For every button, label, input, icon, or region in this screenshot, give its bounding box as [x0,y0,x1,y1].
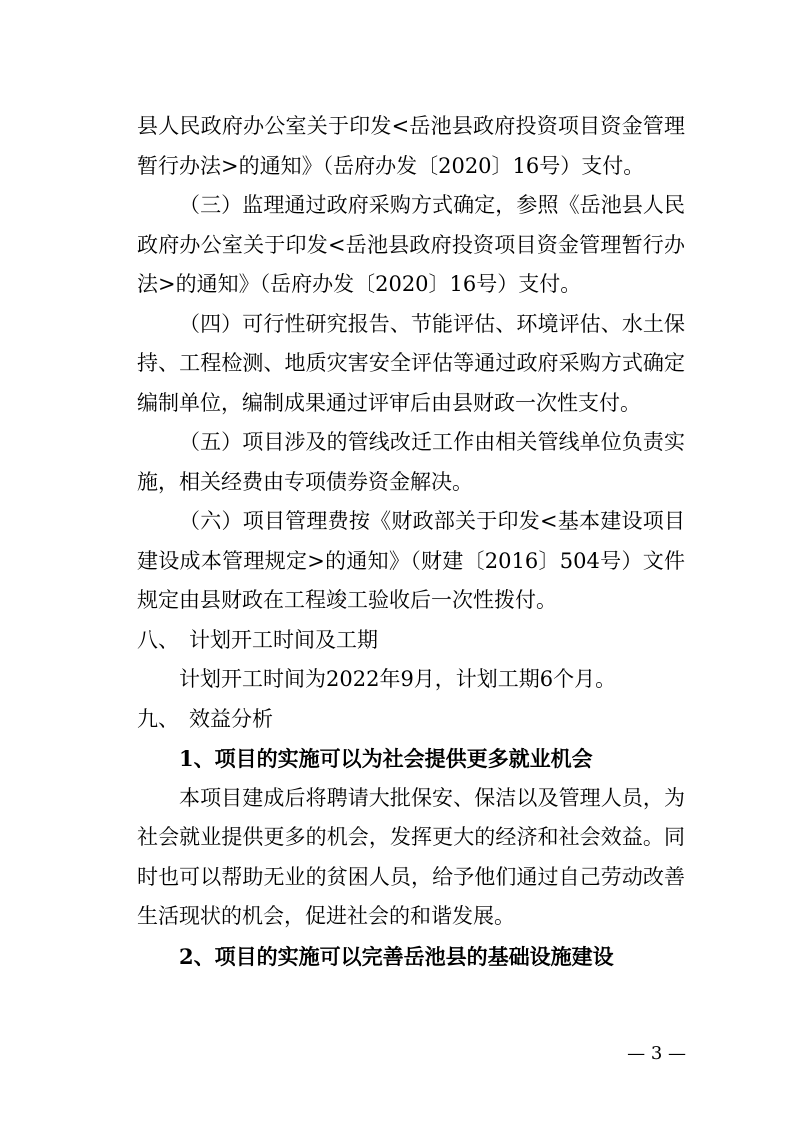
paragraph-schedule: 计划开工时间为2022年9月，计划工期6个月。 [179,667,617,691]
section-title: 计划开工时间及工期 [189,627,378,652]
subheading-infrastructure: 2、项目的实施可以完善岳池县的基础设施建设 [179,943,614,969]
section-heading-schedule [137,621,685,661]
paragraph-pipeline: （五）项目涉及的管线改迁工作由相关管线单位负责实施，相关经费由专项债券资金解决。 [137,430,685,494]
paragraph-payment-continued: 县人民政府办公室关于印发<岳池县政府投资项目资金管理暂行办法>的通知》（岳府办发〔2020〕16号）支付。 [137,114,685,178]
section-number: 九、 [137,706,179,731]
section-title: 效益分析 [189,706,273,731]
paragraph-supervision: （三）监理通过政府采购方式确定，参照《岳池县人民政府办公室关于印发<岳池县政府投资项目资金管理暂行办法>的通知》（岳府办发〔2020〕16号）支付。 [137,193,685,296]
paragraph-management-fee: （六）项目管理费按《财政部关于印发<基本建设项目建设成本管理规定>的通知》（财建〔2016〕504号）文件规定由县财政在工程竣工验收后一次性拨付。 [137,509,685,612]
subheading-employment: 1、项目的实施可以为社会提供更多就业机会 [179,746,593,771]
paragraph-employment: 本项目建成后将聘请大批保安、保洁以及管理人员，为社会就业提供更多的机会，发挥更大的经济和社会效益。同时也可以帮助无业的贫困人员，给予他们通过自己劳动改善生活现状的机会，促进社会的和谐发展。 [137,785,685,928]
paragraph-feasibility: （四）可行性研究报告、节能评估、环境评估、水土保持、工程检测、地质灾害安全评估等通过政府采购方式确定编制单位，编制成果通过评审后由县财政一次性支付。 [137,311,685,415]
document-body [137,107,685,976]
page-number: — 3 — [627,1043,686,1064]
section-number: 八、 [137,627,179,652]
section-heading-benefits [137,700,685,740]
